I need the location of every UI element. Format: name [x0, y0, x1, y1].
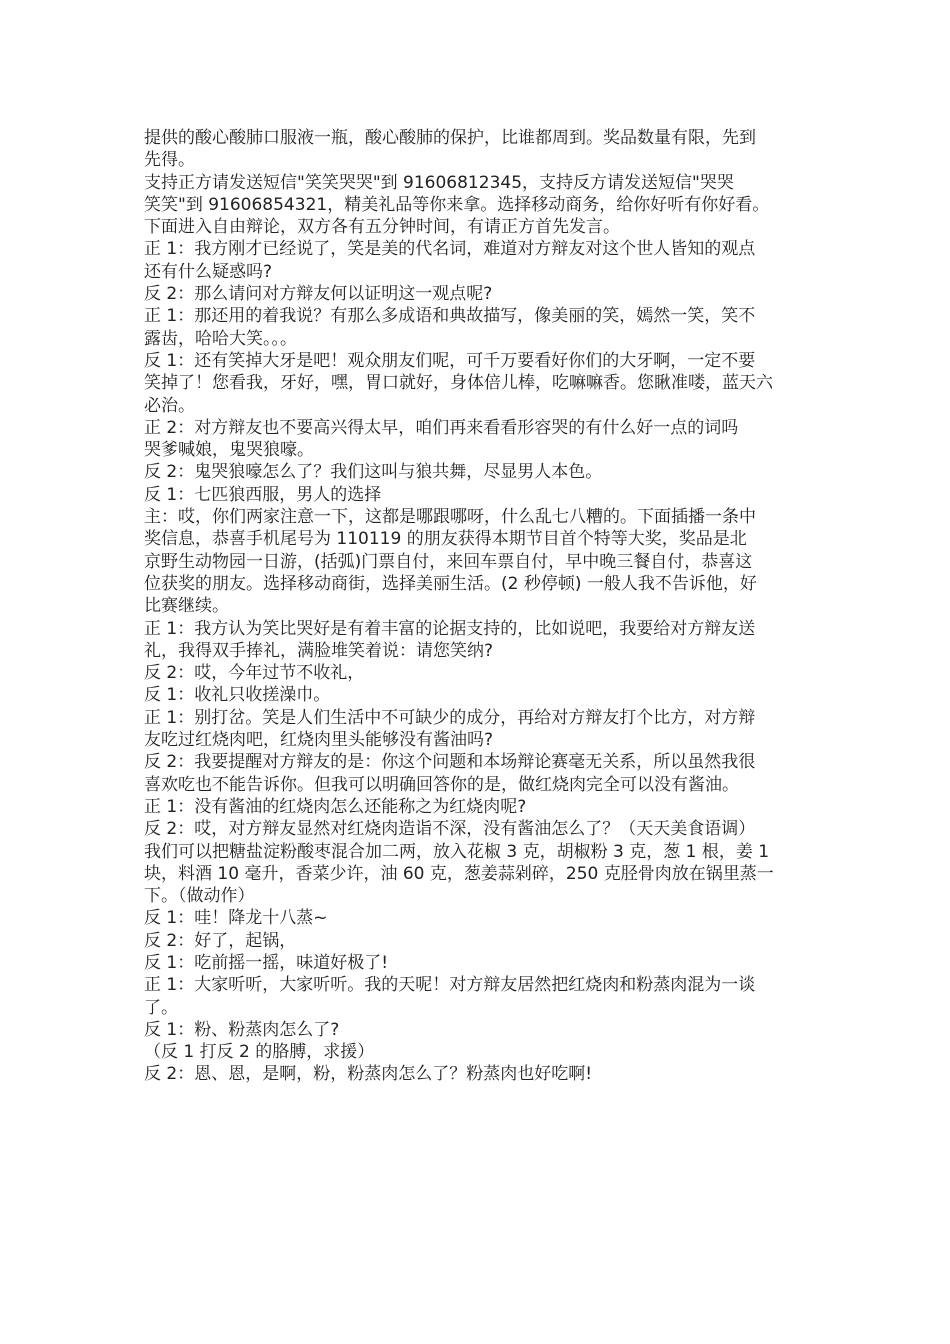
text-line: 提供的酸心酸肺口服液一瓶，酸心酸肺的保护，比谁都周到。奖品数量有限，先到 — [144, 128, 756, 148]
text-line: 块，料酒 10 毫升，香菜少许，油 60 克，葱姜蒜剁碎，250 克胫骨肉放在锅里蒸一 — [144, 863, 774, 884]
text-line: 主：哎，你们两家注意一下，这都是哪跟哪呀，什么乱七八糟的。下面插播一条中 — [144, 507, 756, 528]
text-line: 反 1：还有笑掉大牙是吧！观众朋友们呢，可千万要看好你们的大牙啊，一定不要 — [144, 350, 756, 371]
text-line: （反 1 打反 2 的胳膊，求援） — [144, 1042, 375, 1063]
text-line: 反 1：七匹狼西服，男人的选择 — [144, 484, 382, 505]
text-line: 反 1：哇！降龙十八蒸~ — [144, 908, 328, 929]
text-line: 笑掉了！您看我，牙好，嘿，胃口就好，身体倍儿棒，吃嘛嘛香。您瞅准喽，蓝天六 — [144, 373, 773, 394]
text-line: 先得。 — [144, 150, 195, 171]
text-line: 位获奖的朋友。选择移动商街，选择美丽生活。(2 秒停顿) 一般人我不告诉他，好 — [144, 573, 757, 594]
text-line: 还有什么疑惑吗? — [144, 261, 273, 282]
text-line: 正 1：大家听听，大家听听。我的天呢！对方辩友居然把红烧肉和粉蒸肉混为一谈 — [144, 975, 756, 996]
text-line: 哭爹喊娘，鬼哭狼嚎。 — [144, 440, 314, 461]
text-line: 反 2：哎，今年过节不收礼， — [144, 663, 365, 684]
document-body — [144, 127, 814, 1086]
text-line: 正 1：别打岔。笑是人们生活中不可缺少的成分，再给对方辩友打个比方，对方辩 — [144, 707, 756, 728]
text-line: 下面进入自由辩论，双方各有五分钟时间，有请正方首先发言。 — [144, 217, 620, 238]
text-line: 反 2：好了，起锅， — [144, 930, 297, 951]
text-line: 必治。 — [144, 395, 195, 416]
text-line: 我们可以把糖盐淀粉酸枣混合加二两，放入花椒 3 克，胡椒粉 3 克，葱 1 根，姜 1 — [144, 841, 770, 862]
text-line: 礼，我得双手捧礼，满脸堆笑着说：请您笑纳? — [144, 640, 494, 661]
text-line: 京野生动物园一日游，(括弧)门票自付，来回车票自付，早中晚三餐自付，恭喜这 — [144, 551, 753, 572]
text-line: 友吃过红烧肉吧，红烧肉里头能够没有酱油吗? — [144, 730, 494, 751]
text-line: 正 1：我方刚才已经说了，笑是美的代名词，难道对方辩友对这个世人皆知的观点 — [144, 239, 756, 260]
text-line: 正 1：我方认为笑比哭好是有着丰富的论据支持的，比如说吧，我要给对方辩友送 — [144, 618, 756, 639]
text-line: 反 2：哎，对方辩友显然对红烧肉造诣不深，没有酱油怎么了？（天天美食语调） — [144, 819, 756, 840]
text-line: 正 1：那还用的着我说？有那么多成语和典故描写，像美丽的笑，嫣然一笑，笑不 — [144, 306, 756, 327]
text-line: 反 1：收礼只收搓澡巾。 — [144, 685, 331, 706]
text-line: 比赛继续。 — [144, 596, 229, 617]
text-line: 反 2：鬼哭狼嚎怎么了？我们这叫与狼共舞，尽显男人本色。 — [144, 462, 603, 483]
text-line: 反 2：我要提醒对方辩友的是：你这个问题和本场辩论赛毫无关系，所以虽然我很 — [144, 752, 756, 773]
text-line: 下。（做动作） — [144, 886, 255, 907]
text-line: 反 1：粉、粉蒸肉怎么了? — [144, 1019, 340, 1040]
text-line: 反 2：那么请问对方辩友何以证明这一观点呢? — [144, 284, 493, 305]
text-line: 反 1：吃前摇一摇，味道好极了! — [144, 952, 389, 973]
text-line: 笑笑"到 91606854321，精美礼品等你来拿。选择移动商务，给你好听有你好看。 — [144, 194, 770, 215]
text-line: 奖信息，恭喜手机尾号为 110119 的朋友获得本期节目首个特等大奖，奖品是北 — [144, 529, 747, 550]
text-line: 正 1：没有酱油的红烧肉怎么还能称之为红烧肉呢? — [144, 796, 527, 817]
text-line: 正 2：对方辩友也不要高兴得太早，咱们再来看看形容哭的有什么好一点的词吗 — [144, 417, 739, 438]
text-line: 喜欢吃也不能告诉你。但我可以明确回答你的是，做红烧肉完全可以没有酱油。 — [144, 774, 739, 795]
text-line: 露齿，哈哈大笑。。。 — [144, 328, 297, 349]
text-line: 支持正方请发送短信"笑笑哭哭"到 91606812345，支持反方请发送短信"哭哭 — [144, 172, 734, 193]
text-line: 反 2：恩、恩，是啊，粉，粉蒸肉怎么了？粉蒸肉也好吃啊! — [144, 1064, 593, 1085]
text-line: 了。 — [144, 997, 178, 1018]
